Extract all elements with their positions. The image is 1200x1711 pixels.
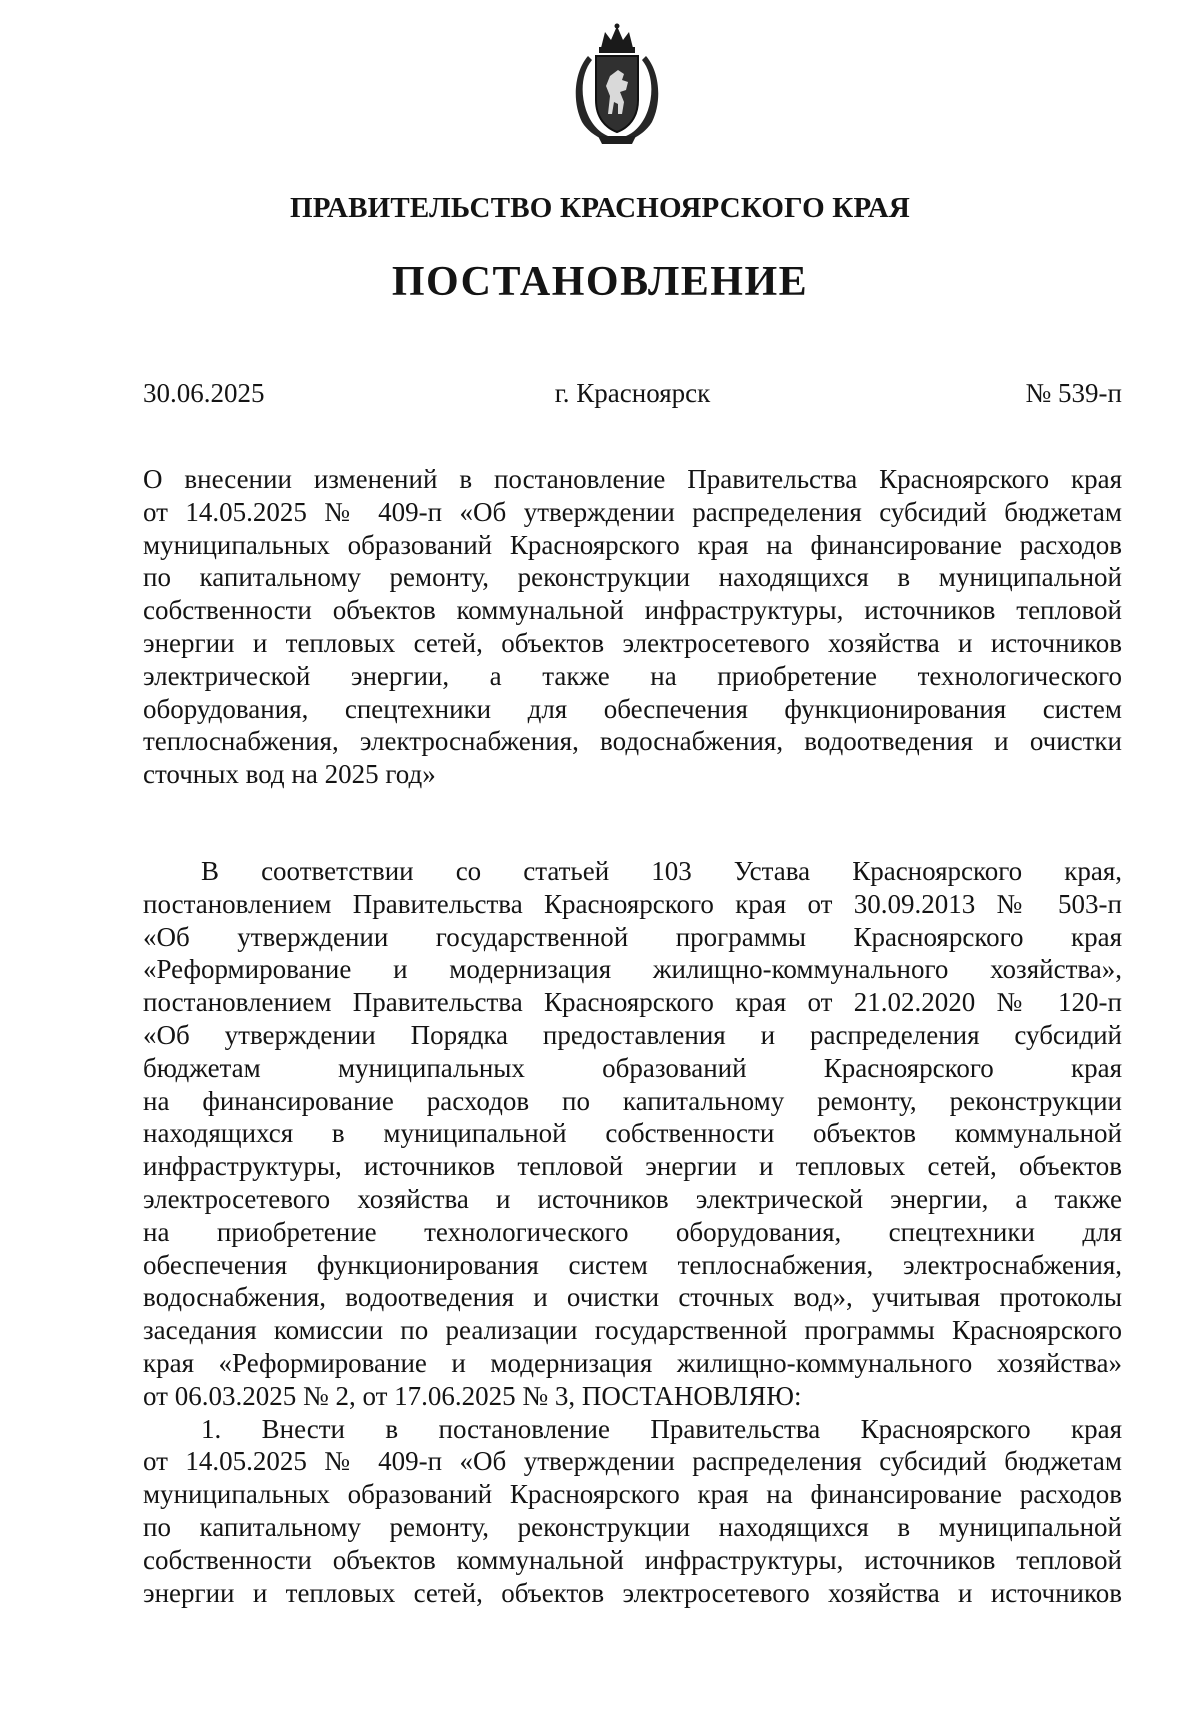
document-city: г. Красноярск xyxy=(554,378,711,408)
subject-line: энергии и тепловых сетей, объектов электросетевого хозяйства и источников xyxy=(143,627,1122,658)
coat-of-arms-emblem xyxy=(568,22,666,147)
document-meta-row xyxy=(143,378,1122,418)
body-line: на приобретение технологического оборудования, спецтехники для xyxy=(143,1216,1122,1247)
document-date: 30.06.2025 xyxy=(143,378,265,408)
subject-line: электрической энергии, а также на приобретение технологического xyxy=(143,660,1122,691)
body-line: электросетевого хозяйства и источников электрической энергии, а также xyxy=(143,1183,1122,1214)
body-line: обеспечения функционирования систем теплоснабжения, электроснабжения, xyxy=(143,1249,1122,1280)
body-line: инфраструктуры, источников тепловой энергии и тепловых сетей, объектов xyxy=(143,1151,1122,1182)
body-line: на финансирование расходов по капитальному ремонту, реконструкции xyxy=(143,1085,1122,1116)
body-line: собственности объектов коммунальной инфраструктуры, источников тепловой xyxy=(143,1544,1122,1575)
body-line: от 14.05.2025 № 409-п «Об утверждении распределения субсидий бюджетам xyxy=(143,1446,1122,1477)
subject-line: муниципальных образований Красноярского края на финансирование расходов xyxy=(143,529,1122,560)
body-line: по капитальному ремонту, реконструкции находящихся в муниципальной xyxy=(143,1511,1122,1542)
body-line: муниципальных образований Красноярского края на финансирование расходов xyxy=(143,1479,1122,1510)
government-title: ПРАВИТЕЛЬСТВО КРАСНОЯРСКОГО КРАЯ xyxy=(289,192,911,224)
subject-line: оборудования, спецтехники для обеспечения функционирования систем xyxy=(143,693,1122,724)
body-line: постановлением Правительства Красноярского края от 21.02.2020 № 120-п xyxy=(143,987,1122,1018)
body-line: 1. Внести в постановление Правительства Красноярского края xyxy=(201,1413,1122,1444)
subject-line: от 14.05.2025 № 409-п «Об утверждении распределения субсидий бюджетам xyxy=(143,496,1122,527)
body-line: водоснабжения, водоотведения и очистки сточных вод», учитывая протоколы xyxy=(143,1282,1122,1313)
body-line: заседания комиссии по реализации государственной программы Красноярского xyxy=(143,1315,1122,1346)
body-line: «Об утверждении Порядка предоставления и распределения субсидий xyxy=(143,1019,1122,1050)
body-line: «Реформирование и модернизация жилищно-коммунального хозяйства», xyxy=(143,954,1122,985)
subject-line: собственности объектов коммунальной инфраструктуры, источников тепловой xyxy=(143,595,1122,626)
body-line: «Об утверждении государственной программы Красноярского края xyxy=(143,921,1122,952)
body-line: от 06.03.2025 № 2, от 17.06.2025 № 3, ПОСТАНОВЛЯЮ: xyxy=(143,1380,802,1411)
document-type-heading: ПОСТАНОВЛЕНИЕ xyxy=(391,259,809,305)
document-subject-title xyxy=(143,463,1122,791)
body-line: бюджетам муниципальных образований Красноярского края xyxy=(143,1052,1122,1083)
document-body xyxy=(143,855,1122,1609)
subject-line: по капитальному ремонту, реконструкции находящихся в муниципальной xyxy=(143,562,1122,593)
body-line: постановлением Правительства Красноярского края от 30.09.2013 № 503-п xyxy=(143,888,1122,919)
body-line: края «Реформирование и модернизация жилищно-коммунального хозяйства» xyxy=(143,1347,1122,1378)
subject-line: теплоснабжения, электроснабжения, водоснабжения, водоотведения и очистки xyxy=(143,726,1122,757)
body-line: энергии и тепловых сетей, объектов электросетевого хозяйства и источников xyxy=(143,1577,1122,1608)
subject-line: О внесении изменений в постановление Правительства Красноярского края xyxy=(143,464,1122,494)
document-number: № 539-п xyxy=(1025,378,1122,408)
body-line: находящихся в муниципальной собственности объектов коммунальной xyxy=(143,1118,1122,1149)
body-line: В соответствии со статьей 103 Устава Красноярского края, xyxy=(201,856,1122,886)
subject-line: сточных вод на 2025 год» xyxy=(143,759,436,790)
